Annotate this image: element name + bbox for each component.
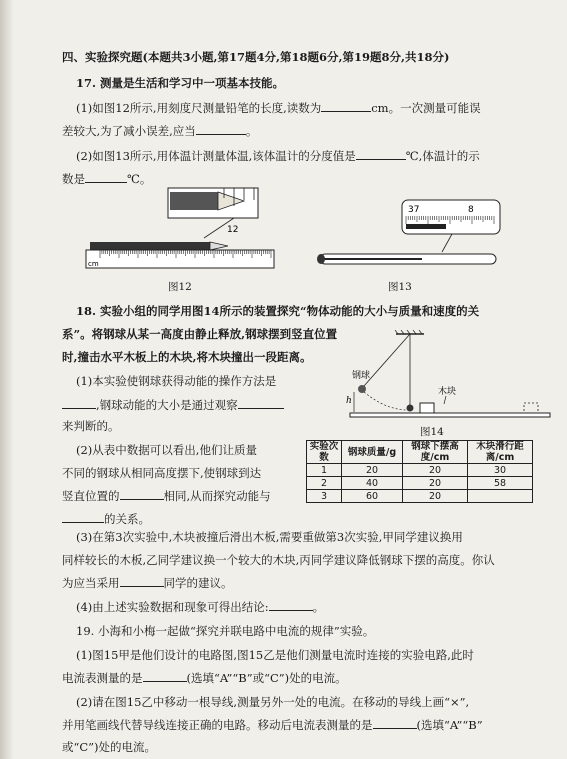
q18-p3a: (3)在第3次实验中,木块被撞后滑出木板,需要重做第3次实验,甲同学建议换用 [76, 530, 463, 544]
q18-part1-line2 [62, 398, 284, 413]
q17-p1d: 。 [245, 124, 258, 138]
table-row [307, 490, 533, 503]
q18-blank-4 [62, 512, 104, 523]
table-cell: 60 [342, 490, 403, 503]
steel-ball-bottom [407, 405, 414, 412]
q18-part2-line3 [62, 489, 271, 504]
table-cell [468, 490, 533, 503]
q18-p3d: 同学的建议。 [163, 576, 233, 590]
q17-part1-line1 [76, 101, 481, 116]
pencil-tip [210, 242, 228, 250]
q17-p2d: ℃。 [127, 172, 152, 186]
q19-part1-line2 [62, 671, 347, 686]
q18-blank-3 [120, 489, 164, 500]
block-label: 木块 [438, 387, 457, 397]
q19-p2c: (选填“A”“B” [416, 718, 483, 732]
table-cell: 40 [342, 477, 403, 490]
q17-blank-2 [196, 124, 246, 135]
table-header-row [307, 441, 533, 464]
table-cell: 58 [468, 477, 533, 490]
q18-stem-line3: 时,撞击水平木板上的木块,将木块撞出一段距离。 [62, 350, 312, 364]
table-cell: 30 [468, 464, 533, 477]
q18-p3b: 同样较长的木板,乙同学建议换一个较大的木块,丙同学建议降低钢球下摆的高度。你认 [62, 553, 495, 567]
q18-stem-line1: 18. 实验小组的同学用图14所示的装置探究“物体动能的大小与质量和速度的关 [76, 304, 480, 318]
q19-part2-line2 [62, 718, 483, 733]
figure-13-thermometer [312, 196, 504, 276]
q17-p2c: 数是 [62, 172, 85, 186]
ball-label: 钢球 [352, 371, 371, 381]
q17-p1b: cm。一次测量可能误 [371, 101, 481, 115]
ruler-unit-label: cm [88, 260, 99, 268]
fig12-tick-label: 12 [227, 225, 239, 235]
section-title: 四、实验探究题(本题共3小题,第17题4分,第18题6分,第19题8分,共18分) [62, 50, 450, 64]
q19-stem: 19. 小海和小梅一起做“探究并联电路中电流的规律”实验。 [76, 624, 375, 638]
q18-p1c: 来判断的。 [62, 419, 120, 433]
fig12-caption: 图12 [168, 281, 192, 293]
q18-p2d: 相同,从而探究动能与 [163, 489, 271, 503]
wooden-board [350, 413, 550, 417]
q18-p2c: 竖直位置的 [62, 489, 120, 503]
q18-stem-line2: 系”。将钢球从某一高度由静止释放,钢球摆到竖直位置 [62, 327, 338, 341]
table-cell: 20 [403, 490, 468, 503]
fig13-label-8: 8 [468, 205, 474, 215]
table-cell: 1 [307, 464, 342, 477]
table-cell: 2 [307, 477, 342, 490]
q19-p1a: (1)图15甲是他们设计的电路图,图15乙是他们测量电流时连接的实验电路,此时 [76, 648, 474, 662]
fig14-caption: 图14 [420, 426, 444, 438]
q17-p1c: 差较大,为了减小误差,应当 [62, 124, 196, 138]
table-cell: 20 [403, 477, 468, 490]
q17-part2-line1 [76, 149, 480, 164]
q19-blank-2 [373, 718, 417, 729]
q17-p1a: (1)如图12所示,用刻度尺测量铅笔的长度,读数为 [76, 101, 322, 115]
table-cell: 3 [307, 490, 342, 503]
q18-p4a: (4)由上述实验数据和现象可得出结论: [76, 600, 269, 614]
q18-blank-5 [120, 576, 164, 587]
table-cell: 20 [403, 464, 468, 477]
q17-stem: 17. 测量是生活和学习中一项基本技能。 [76, 76, 285, 90]
q18-p2b: 不同的钢球从相同高度摆下,使钢球到达 [62, 466, 262, 480]
q17-part2-line2 [62, 172, 151, 187]
q17-p2a: (2)如图13所示,用体温计测量体温,该体温计的分度值是 [76, 149, 356, 163]
pencil-body [90, 242, 210, 250]
q19-p1c: (选填“A”“B”或“C”)处的电流。 [186, 671, 347, 685]
q18-p1a: (1)本实验使钢球获得动能的操作方法是 [76, 374, 277, 388]
string-released [364, 334, 410, 386]
q17-part1-line2 [62, 124, 257, 139]
table-header-cell: 钢球质量/g [342, 441, 403, 464]
block-moved-outline [524, 403, 538, 413]
page-edge-shadow [0, 0, 14, 759]
q18-blank-1 [62, 398, 96, 409]
q17-blank-3 [356, 149, 406, 160]
q18-part2-line4 [62, 512, 150, 527]
q18-blank-6 [269, 600, 313, 611]
table-cell: 20 [342, 464, 403, 477]
data-table [306, 440, 533, 503]
q18-p4b: 。 [312, 600, 325, 614]
table-row [307, 464, 533, 477]
q18-p2e: 的关系。 [104, 512, 150, 526]
q17-p2b: ℃,体温计的示 [405, 149, 480, 163]
q19-p2a: (2)请在图15乙中移动一根导线,测量另外一处的电流。在移动的导线上画“×”, [76, 695, 470, 709]
q18-p1b: ,钢球动能的大小是通过观察 [96, 398, 238, 412]
steel-ball-released [358, 385, 366, 393]
mercury-column-magnified [406, 224, 446, 229]
q19-blank-1 [143, 671, 187, 682]
table-header-cell: 木块滑行距离/cm [468, 441, 533, 464]
q18-p3c: 为应当采用 [62, 576, 120, 590]
magnified-pencil-tip [170, 192, 218, 210]
thermometer-bulb [317, 254, 325, 264]
q18-blank-2 [238, 398, 284, 409]
q19-p2b: 并用笔画线代替导线连接正确的电路。移动后电流表测量的是 [62, 718, 373, 732]
q19-p1b: 电流表测量的是 [62, 671, 143, 685]
q19-p2d: 或“C”)处的电流。 [62, 740, 157, 754]
height-label: h [346, 396, 352, 406]
q18-part3-line3 [62, 576, 233, 591]
table-row [307, 477, 533, 490]
table-header-cell: 钢球下摆高度/cm [403, 441, 468, 464]
table-header-cell: 实验次数 [307, 441, 342, 464]
figure-14-pendulum [346, 330, 554, 424]
wooden-block [420, 403, 434, 413]
q18-p2a: (2)从表中数据可以看出,他们让质量 [76, 443, 257, 457]
q17-blank-4 [85, 172, 127, 183]
q17-blank-1 [321, 101, 371, 112]
fig13-label-37: 37 [408, 205, 420, 215]
q18-part4 [76, 600, 324, 615]
fig13-caption: 图13 [388, 281, 412, 293]
figure-12-ruler-pencil [84, 186, 276, 272]
